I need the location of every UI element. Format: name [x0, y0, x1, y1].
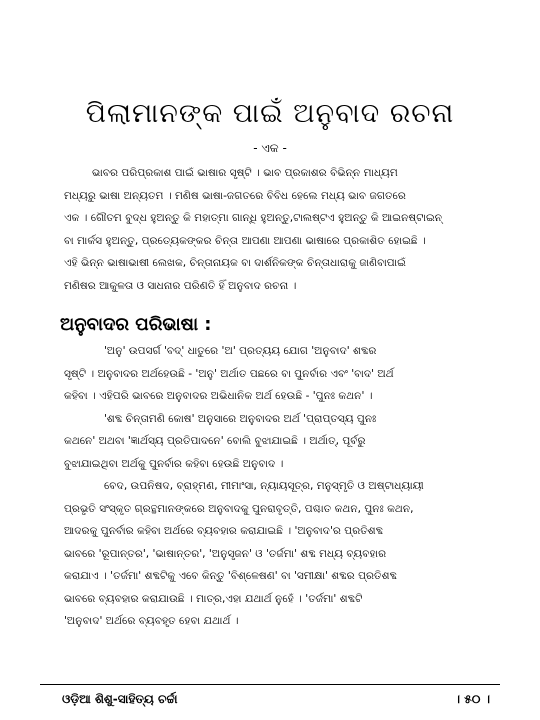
footer-divider: [40, 684, 500, 685]
paragraph-line: ଭାବରେ ବ୍ୟବହାର କରାଯାଉଛି । ମାତ୍ର,ଏହା ଯଥାର୍ଥ ନୁହେଁ । 'ତର୍ଜମା' ଶବ୍ଦଟି: [64, 592, 363, 605]
definition-paragraph: [64, 340, 504, 633]
page-number: । ୫୦ ।: [454, 692, 490, 706]
paragraph-line: 'ଅନୁ' ଉପସର୍ଗ 'ବଦ୍' ଧାତୁରେ 'ଅ' ପ୍ରତ୍ୟୟ ଯୋଗ 'ଅନୁବାଦ' ଶବ୍ଦର: [104, 345, 377, 357]
book-title-footer: ଓଡ଼ିଆ ଶିଶୁ-ସାହିତ୍ୟ ଚର୍ଚ୍ଚା: [62, 692, 178, 706]
paragraph-line: ଭାବରେ 'ରୂପାନ୍ତର', 'ଭାଷାନ୍ତର', 'ଅନୁସୃଜନ' ଓ 'ତର୍ଜମା' ଶବ୍ଦ ମଧ୍ୟ ବ୍ୟବହାର: [64, 547, 387, 560]
paragraph-line: ବେଦ, ଉପନିଷଦ, ବ୍ରାହ୍ମଣ, ମୀମାଂସା, ନ୍ୟାୟସୂତ୍ର, ମନୁସ୍ମୃତି ଓ ଅଷ୍ଟାଧ୍ୟାୟୀ: [104, 480, 424, 492]
paragraph-line: ବୁଝାଯାଇଥିବା ଅର୍ଥକୁ ପୁନର୍ବାର କହିବା ହେଉଛି ଅନୁବାଦ ।: [64, 457, 284, 470]
paragraph-line: କହିବା । ଏହିପରି ଭାବରେ ଅନୁବାଦର ଅଭିଧାନିକ ଅର୍ଥ ହେଉଛି - 'ପୁନଃ କଥନ' ।: [64, 390, 373, 402]
section-heading: ଅନୁବାଦର ପରିଭାଷା :: [60, 314, 212, 335]
paragraph-line: ସୃଷ୍ଟି । ଅନୁବାଦର ଅର୍ଥହେଉଛି - 'ଅନୁ' ଅର୍ଥାତ ପଛରେ ବା ପୁନର୍ବାର ଏବଂ 'ବାଦ' ଅର୍ଥ: [64, 367, 394, 380]
paragraph-line: ମଧ୍ୟରୁ ଭାଷା ଅନ୍ୟତମ । ମଣିଷ ଭାଷା-ଜଗତରେ ବିବିଧ ହେଲେ ମଧ୍ୟ ଭାବ ଜଗତରେ: [64, 189, 406, 202]
paragraph-line: 'ଅନୁବାଦ' ଅର୍ଥରେ ବ୍ୟବହୃତ ହେବା ଯଥାର୍ଥ ।: [64, 615, 239, 627]
paragraph-line: ଆଦରକୁ ପୁନର୍ବାର କହିବା ଅର୍ଥରେ ବ୍ୟବହାର କରାଯାଇଛି । 'ଅନୁବାଦ'ର ପ୍ରତିଶବ୍ଦ: [64, 525, 384, 537]
chapter-number: - ଏକ -: [253, 141, 287, 155]
paragraph-line: ପ୍ରଭୃତି ସଂସ୍କୃତ ଗ୍ରନ୍ଥମାନଙ୍କରେ ଅନୁବାଦକୁ ପୁନରାବୃତ୍ତି, ପଶ୍ଚାତ କଥନ, ପୁନଃ କଥନ,: [64, 502, 414, 515]
paragraph-line: ବା ମାର୍କସ ହୁଅନ୍ତୁ, ପ୍ରତ୍ୟେକଙ୍କର ଚିନ୍ତା ଆପଣା ଆପଣା ଭାଷାରେ ପ୍ରକାଶିତ ହୋଇଛି ।: [64, 234, 426, 247]
paragraph-line: ଏକ । ଗୌତମ ବୁଦ୍ଧ ହୁଅନ୍ତୁ କି ମହାତ୍ମା ଗାନ୍ଧି ହୁଅନ୍ତୁ,ଟାଲଷ୍ଟଏ ହୁଅନ୍ତୁ କି ଆଇନଷ୍ଟାଇନ୍: [64, 212, 443, 224]
paragraph-line: 'ଶବ୍ଦ ଚିନ୍ତାମଣି କୋଷ' ଅନୁସାରେ ଅନୁବାଦର ଅର୍ଥ 'ପ୍ରାପ୍ତସ୍ୟ ପୁନଃ: [104, 412, 377, 425]
page-title: ପିଲାମାନଙ୍କ ପାଇଁ ଅନୁବାଦ ରଚନା: [85, 98, 455, 129]
paragraph-line: ମଣିଷର ଆକୁଳତା ଓ ସାଧନାର ପରିଣତି ହିଁ ଅନୁବାଦ ରଚନା ।: [64, 279, 297, 292]
paragraph-line: କଥନେ' ଅଥବା 'ଜ୍ଞାର୍ଥସ୍ୟ ପ୍ରତିପାଦନେ' ବୋଲି ବୁଝାଯାଇଛି । ଅର୍ଥାତ୍, ପୂର୍ବରୁ: [64, 435, 366, 447]
intro-paragraph: [64, 162, 504, 297]
paragraph-line: ଏହି ଭିନ୍ନ ଭାଷାଭାଷୀ ଲେଖକ, ଚିନ୍ତାନାୟକ ବା ଦାର୍ଶନିକଙ୍କ ଚିନ୍ତାଧାରାକୁ ଜାଣିବାପାଇଁ: [64, 257, 406, 269]
paragraph-line: କରାଯାଏ । 'ତର୍ଜମା' ଶବ୍ଦଟିକୁ ଏବେ କିନ୍ତୁ 'ବିଶ୍ଳେଷଣ' ବା 'ସମୀକ୍ଷା' ଶବ୍ଦର ପ୍ରତିଶବ୍ଦ: [64, 570, 397, 582]
paragraph-line: ଭାବର ପରିପ୍ରକାଶ ପାଇଁ ଭାଷାର ସୃଷ୍ଟି । ଭାବ ପ୍ରକାଶର ବିଭିନ୍ନ ମାଧ୍ୟମ: [92, 167, 398, 179]
